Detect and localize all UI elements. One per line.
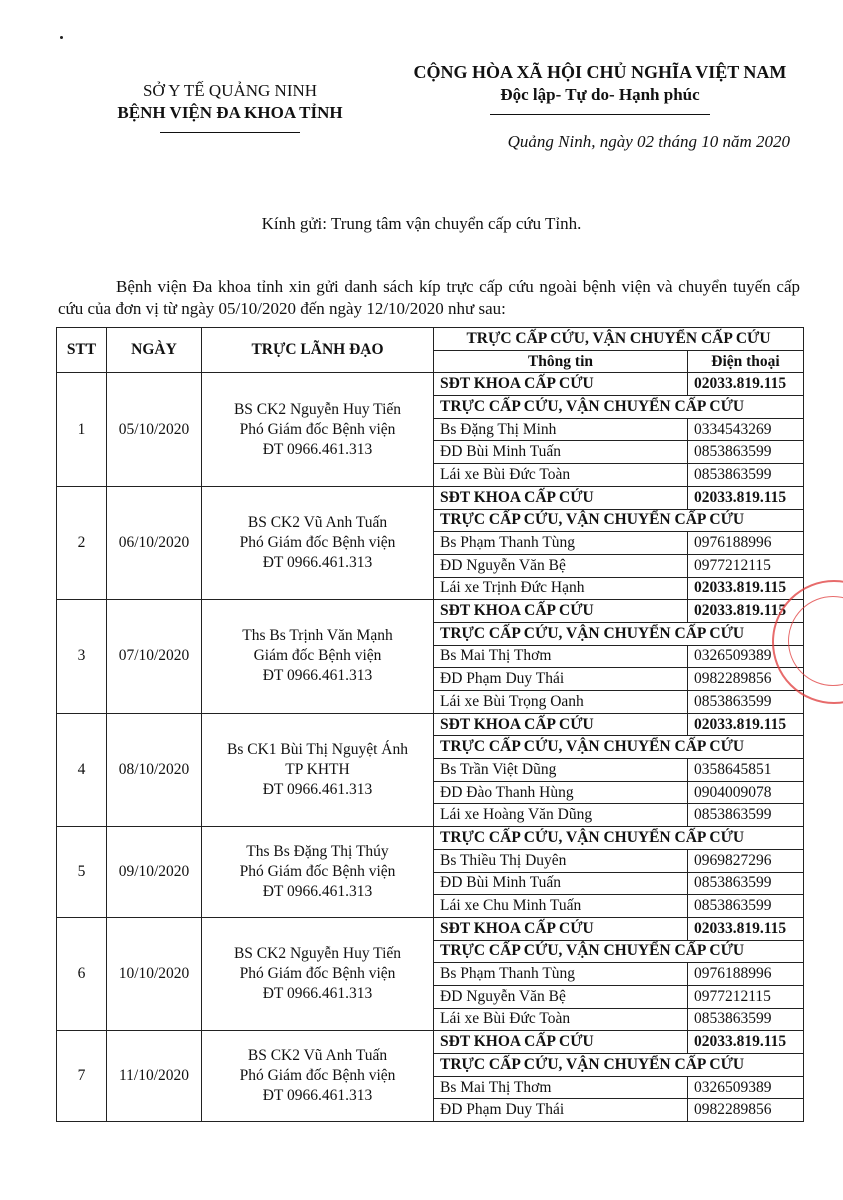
leader-line: Ths Bs Đặng Thị Thúy <box>246 843 389 860</box>
national-title: CỘNG HÒA XÃ HỘI CHỦ NGHĨA VIỆT NAM <box>413 62 787 82</box>
staff-name: Bs Mai Thị Thơm <box>434 1076 688 1099</box>
national-header <box>380 60 820 115</box>
table-row <box>57 1031 804 1054</box>
leader-line: Giám đốc Bệnh viện <box>253 647 382 665</box>
header-info: Thông tin <box>434 350 688 373</box>
section-heading: TRỰC CẤP CỨU, VẬN CHUYỂN CẤP CỨU <box>434 509 804 532</box>
table-row <box>57 827 804 850</box>
row-date: 05/10/2020 <box>107 373 202 486</box>
section-heading: TRỰC CẤP CỨU, VẬN CHUYỂN CẤP CỨU <box>434 940 804 963</box>
staff-name: ĐD Bùi Minh Tuấn <box>434 872 688 895</box>
sdt-label: SĐT KHOA CẤP CỨU <box>434 373 688 396</box>
staff-name: Lái xe Bùi Trọng Oanh <box>434 691 688 714</box>
leader-line: Phó Giám đốc Bệnh viện <box>239 420 396 438</box>
row-stt: 7 <box>57 1031 107 1122</box>
sdt-phone: 02033.819.115 <box>688 600 804 623</box>
staff-phone: 02033.819.115 <box>688 577 804 600</box>
motto-underline <box>490 114 710 115</box>
org-underline <box>160 132 300 133</box>
national-motto: Độc lập- Tự do- Hạnh phúc <box>500 85 700 104</box>
sdt-label: SĐT KHOA CẤP CỨU <box>434 713 688 736</box>
leader-line: ĐT 0966.461.313 <box>262 883 373 900</box>
row-date: 11/10/2020 <box>107 1031 202 1122</box>
row-date: 06/10/2020 <box>107 486 202 599</box>
leader-line: ĐT 0966.461.313 <box>262 1087 373 1105</box>
sdt-label: SĐT KHOA CẤP CỨU <box>434 1031 688 1054</box>
row-leader <box>202 373 434 486</box>
table-row <box>57 486 804 509</box>
row-stt: 3 <box>57 600 107 713</box>
leader-line: Phó Giám đốc Bệnh viện <box>239 863 396 880</box>
staff-phone: 0853863599 <box>688 441 804 464</box>
sdt-phone: 02033.819.115 <box>688 373 804 396</box>
staff-name: ĐD Đào Thanh Hùng <box>434 781 688 804</box>
section-heading: TRỰC CẤP CỨU, VẬN CHUYỂN CẤP CỨU <box>434 622 804 645</box>
row-date: 09/10/2020 <box>107 827 202 918</box>
staff-name: Bs Phạm Thanh Tùng <box>434 532 688 555</box>
section-heading: TRỰC CẤP CỨU, VẬN CHUYỂN CẤP CỨU <box>434 1054 804 1077</box>
leader-line: BS CK2 Nguyễn Huy Tiến <box>233 400 402 418</box>
staff-phone: 0853863599 <box>688 895 804 918</box>
header-stt: STT <box>57 328 107 373</box>
row-date: 10/10/2020 <box>107 917 202 1030</box>
header-duty-group: TRỰC CẤP CỨU, VẬN CHUYỂN CẤP CỨU <box>434 328 804 351</box>
staff-phone: 0977212115 <box>688 554 804 577</box>
staff-name: ĐD Nguyễn Văn Bệ <box>434 985 688 1008</box>
leader-line: ĐT 0966.461.313 <box>262 780 373 798</box>
table-row <box>57 600 804 623</box>
staff-name: Bs Mai Thị Thơm <box>434 645 688 668</box>
sdt-phone: 02033.819.115 <box>688 713 804 736</box>
staff-name: Lái xe Bùi Đức Toàn <box>434 1008 688 1031</box>
sdt-label: SĐT KHOA CẤP CỨU <box>434 917 688 940</box>
table-row <box>57 373 804 396</box>
staff-phone: 0334543269 <box>688 418 804 441</box>
staff-name: Bs Thiều Thị Duyên <box>434 849 688 872</box>
official-stamp-inner <box>788 596 843 686</box>
staff-phone: 0976188996 <box>688 963 804 986</box>
row-leader <box>202 827 434 918</box>
staff-name: ĐD Bùi Minh Tuấn <box>434 441 688 464</box>
row-stt: 5 <box>57 827 107 918</box>
staff-name: ĐD Phạm Duy Thái <box>434 668 688 691</box>
section-heading: TRỰC CẤP CỨU, VẬN CHUYỂN CẤP CỨU <box>434 736 804 759</box>
staff-name: Bs Phạm Thanh Tùng <box>434 963 688 986</box>
staff-phone: 0326509389 <box>688 1076 804 1099</box>
org-header <box>100 80 360 133</box>
staff-phone: 0853863599 <box>688 1008 804 1031</box>
staff-phone: 0358645851 <box>688 759 804 782</box>
row-leader <box>202 1031 434 1122</box>
org-parent: SỞ Y TẾ QUẢNG NINH <box>142 81 318 100</box>
header-leader: TRỰC LÃNH ĐẠO <box>202 328 434 373</box>
leader-line: TP KHTH <box>285 760 350 778</box>
org-name: BỆNH VIỆN ĐA KHOA TỈNH <box>117 103 343 122</box>
table-row <box>57 917 804 940</box>
sdt-phone: 02033.819.115 <box>688 917 804 940</box>
row-leader <box>202 600 434 713</box>
staff-name: Lái xe Hoàng Văn Dũng <box>434 804 688 827</box>
staff-phone: 0853863599 <box>688 804 804 827</box>
row-leader <box>202 486 434 599</box>
row-stt: 2 <box>57 486 107 599</box>
row-stt: 4 <box>57 713 107 826</box>
staff-phone: 0853863599 <box>688 872 804 895</box>
section-heading: TRỰC CẤP CỨU, VẬN CHUYỂN CẤP CỨU <box>434 827 804 850</box>
leader-line: ĐT 0966.461.313 <box>262 440 373 458</box>
scan-speck <box>60 36 63 39</box>
sdt-phone: 02033.819.115 <box>688 486 804 509</box>
leader-line: BS CK2 Nguyễn Huy Tiến <box>233 945 402 963</box>
staff-phone: 0904009078 <box>688 781 804 804</box>
staff-name: Lái xe Bùi Đức Toàn <box>434 464 688 487</box>
sdt-label: SĐT KHOA CẤP CỨU <box>434 600 688 623</box>
staff-phone: 0982289856 <box>688 668 804 691</box>
staff-phone: 0969827296 <box>688 849 804 872</box>
leader-line: Bs CK1 Bùi Thị Nguyệt Ánh <box>227 740 408 758</box>
staff-name: Lái xe Chu Minh Tuấn <box>434 895 688 918</box>
leader-line: Phó Giám đốc Bệnh viện <box>239 534 396 552</box>
leader-line: ĐT 0966.461.313 <box>262 554 373 572</box>
sdt-phone: 02033.819.115 <box>688 1031 804 1054</box>
staff-phone: 0326509389 <box>688 645 804 668</box>
staff-name: ĐD Phạm Duy Thái <box>434 1099 688 1122</box>
staff-name: Bs Đặng Thị Minh <box>434 418 688 441</box>
row-leader <box>202 713 434 826</box>
header-date: NGÀY <box>107 328 202 373</box>
leader-line: Phó Giám đốc Bệnh viện <box>239 965 396 983</box>
staff-phone: 0977212115 <box>688 985 804 1008</box>
staff-name: Lái xe Trịnh Đức Hạnh <box>434 577 688 600</box>
leader-line: Phó Giám đốc Bệnh viện <box>239 1067 396 1085</box>
row-date: 07/10/2020 <box>107 600 202 713</box>
staff-phone: 0853863599 <box>688 464 804 487</box>
row-date: 08/10/2020 <box>107 713 202 826</box>
leader-line: ĐT 0966.461.313 <box>262 667 373 685</box>
row-stt: 1 <box>57 373 107 486</box>
duty-schedule-table <box>56 327 804 1122</box>
header-phone: Điện thoại <box>688 350 804 373</box>
table-row <box>57 713 804 736</box>
leader-line: Ths Bs Trịnh Văn Mạnh <box>242 627 393 645</box>
leader-line: ĐT 0966.461.313 <box>262 985 373 1003</box>
recipient-line: Kính gửi: Trung tâm vận chuyển cấp cứu Tỉnh. <box>261 214 582 233</box>
document-date: Quảng Ninh, ngày 02 tháng 10 năm 2020 <box>507 132 790 151</box>
staff-phone: 0982289856 <box>688 1099 804 1122</box>
section-heading: TRỰC CẤP CỨU, VẬN CHUYỂN CẤP CỨU <box>434 396 804 419</box>
staff-name: Bs Trần Việt Dũng <box>434 759 688 782</box>
leader-line: BS CK2 Vũ Anh Tuấn <box>247 1047 388 1065</box>
leader-line: BS CK2 Vũ Anh Tuấn <box>247 514 388 532</box>
row-stt: 6 <box>57 917 107 1030</box>
staff-name: ĐD Nguyễn Văn Bệ <box>434 554 688 577</box>
staff-phone: 0853863599 <box>688 691 804 714</box>
row-leader <box>202 917 434 1030</box>
staff-phone: 0976188996 <box>688 532 804 555</box>
sdt-label: SĐT KHOA CẤP CỨU <box>434 486 688 509</box>
intro-paragraph: Bệnh viện Đa khoa tỉnh xin gửi danh sách kíp trực cấp cứu ngoài bệnh viện và chuyển tuyến cấp cứu của đơn vị từ ngày 05/10/2020 đến ngày 12/10/2020 như sau: <box>58 277 800 318</box>
